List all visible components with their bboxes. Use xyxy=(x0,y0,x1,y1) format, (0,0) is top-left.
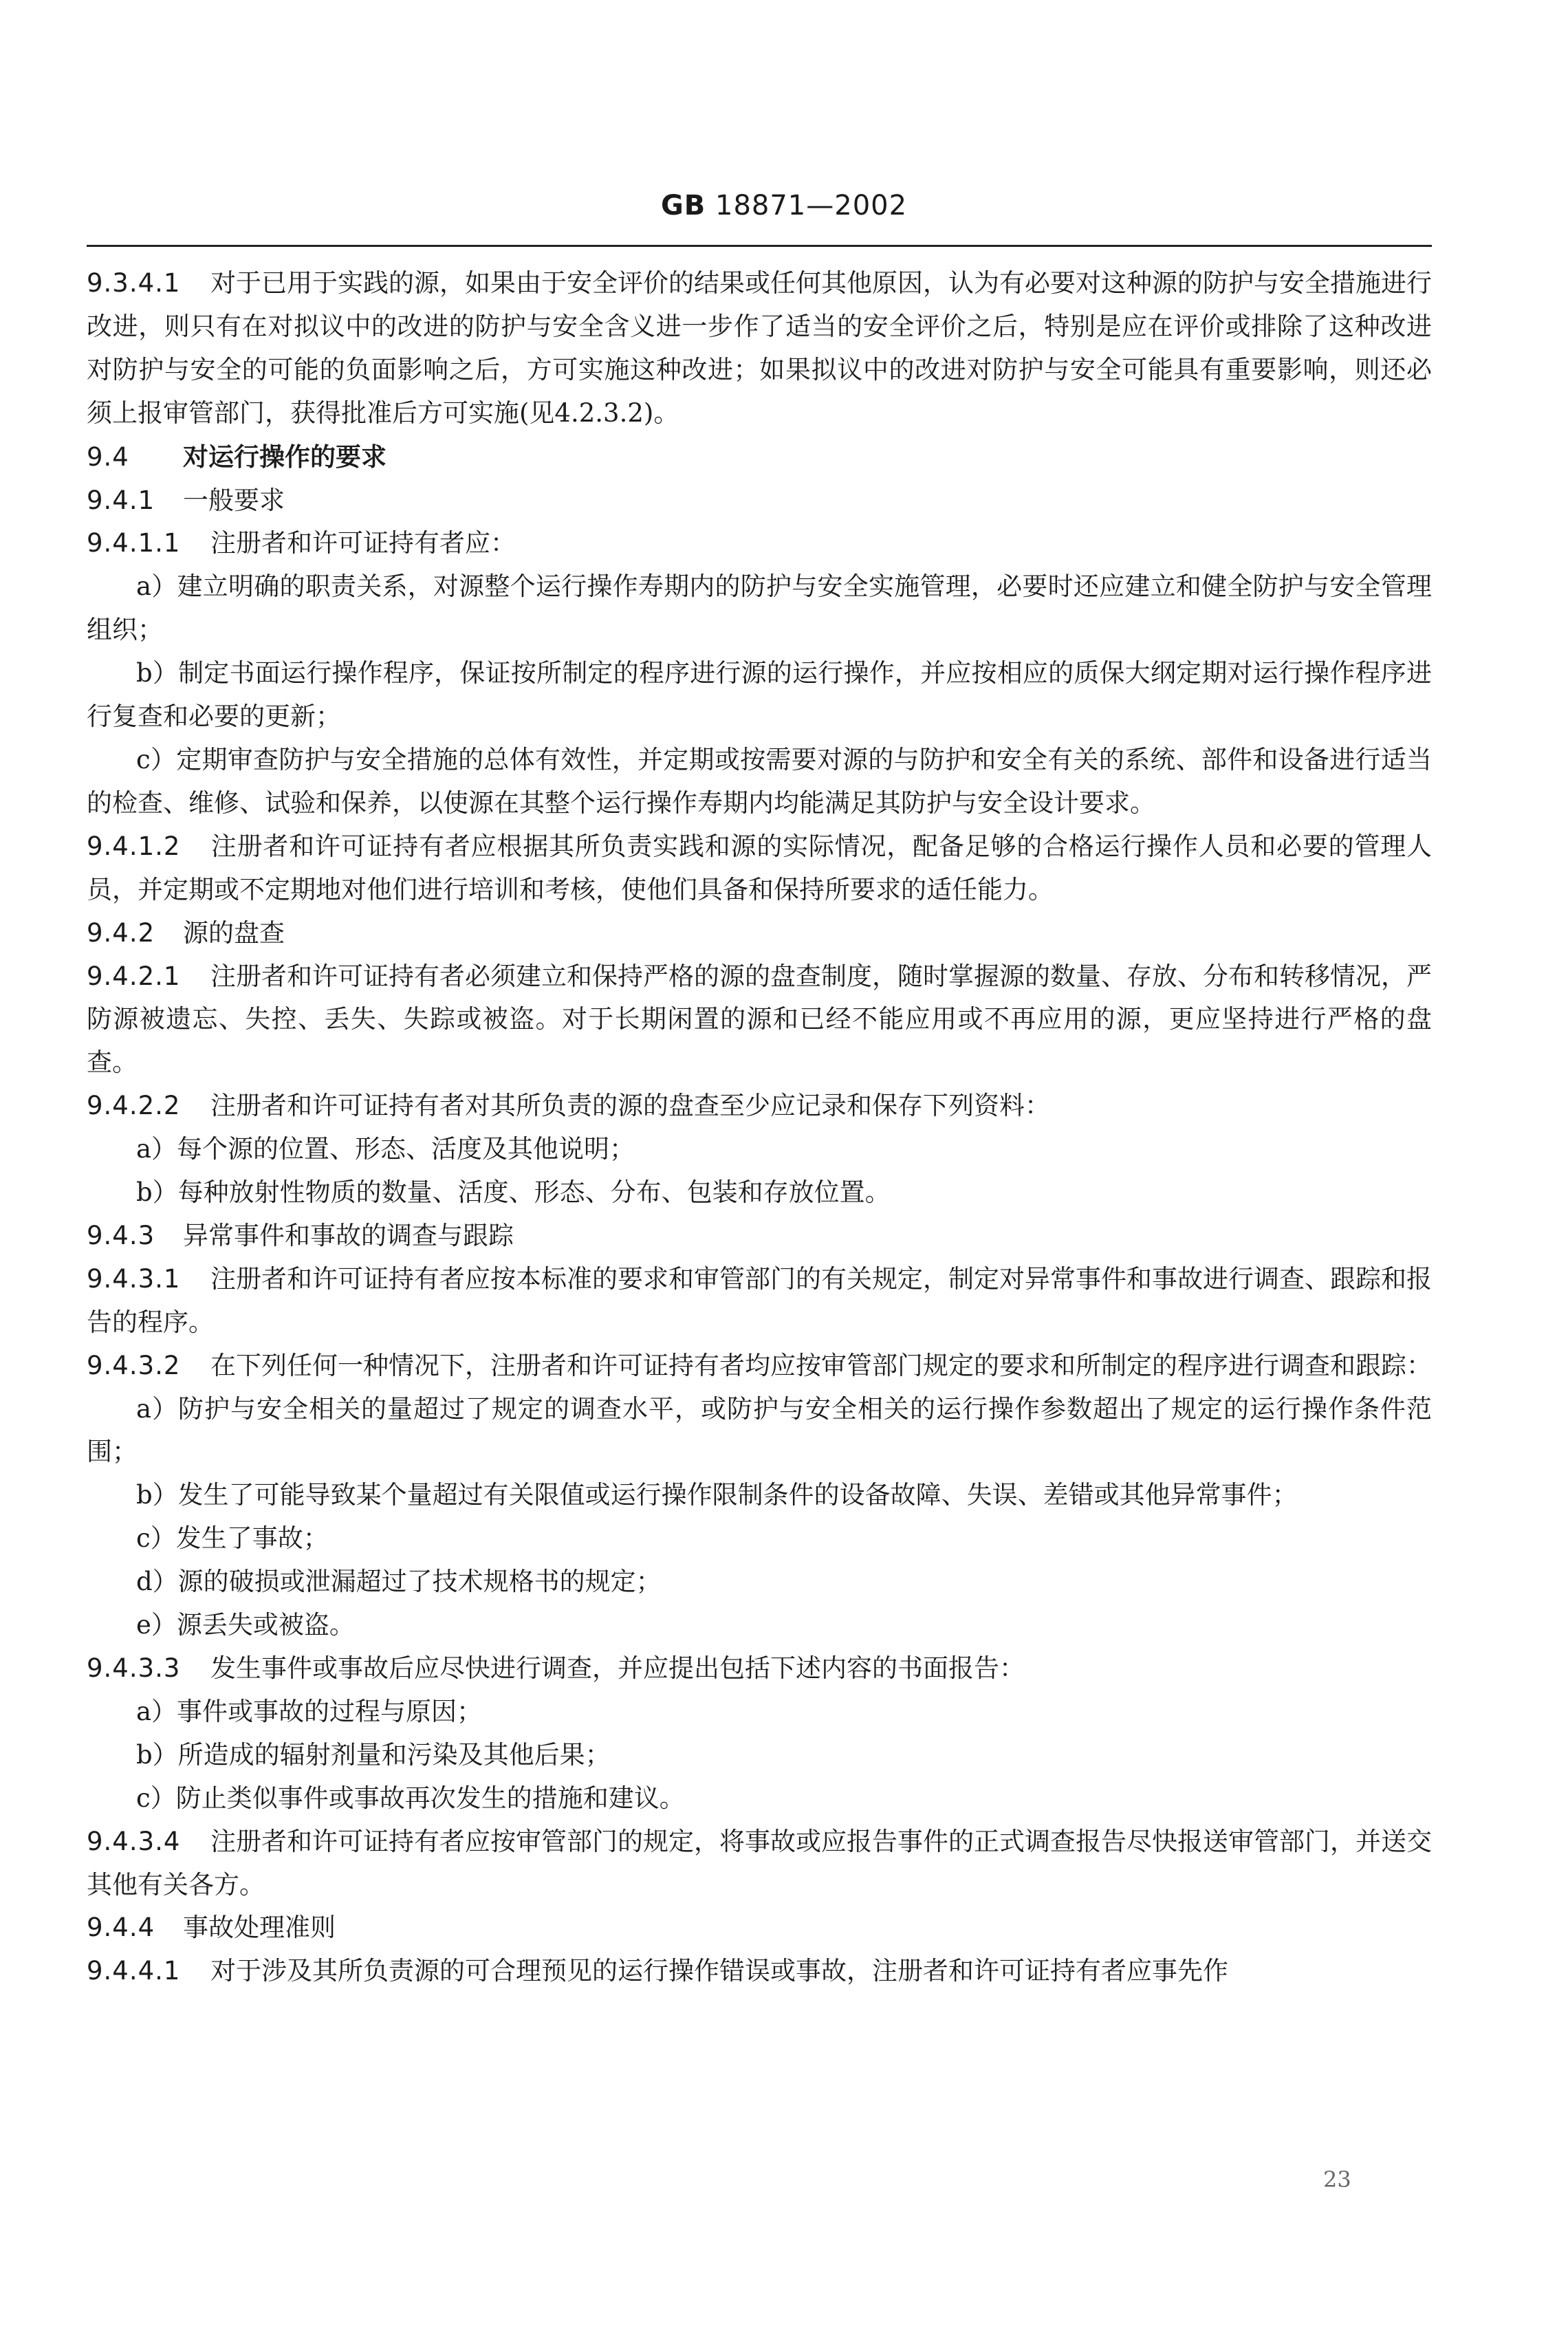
clause-number: 9.4.2.2 xyxy=(87,1091,181,1121)
clause-9-3-4-1 xyxy=(87,262,1432,435)
clause-text: 源的盘查 xyxy=(183,917,285,948)
clause-number: 9.4.4.1 xyxy=(87,1956,181,1986)
header-rule xyxy=(87,245,1432,247)
clause-9-4-3-3 xyxy=(87,1647,1432,1691)
clause-number: 9.4.2.1 xyxy=(87,961,181,991)
section-number: 9.4 xyxy=(87,442,129,472)
clause-text: 事故处理准则 xyxy=(183,1913,336,1943)
clause-text: 注册者和许可证持有者应按本标准的要求和审管部门的有关规定，制定对异常事件和事故进行调查、跟踪和报告的程序。 xyxy=(87,1263,1432,1337)
standard-code: 18871—2002 xyxy=(715,190,908,221)
clause-number: 9.4.1.1 xyxy=(87,528,181,558)
clause-9-4-2-1 xyxy=(87,955,1432,1085)
clause-9-4-3-2 xyxy=(87,1345,1432,1388)
clause-text: 注册者和许可证持有者应根据其所负责实践和源的实际情况，配备足够的合格运行操作人员和必要的管理人员，并定期或不定期地对他们进行培训和考核，使他们具备和保持所要求的适任能力。 xyxy=(87,831,1432,904)
page-number: 23 xyxy=(1323,2166,1351,2193)
list-item: e）源丢失或被盗。 xyxy=(136,1610,355,1640)
clause-text: 发生事件或事故后应尽快进行调查，并应提出包括下述内容的书面报告： xyxy=(210,1653,1025,1683)
list-item: c）发生了事故； xyxy=(136,1523,329,1554)
clause-9-4-2-2 xyxy=(87,1085,1432,1128)
clause-9-4-4-1 xyxy=(87,1950,1432,1993)
section-heading-9-4 xyxy=(87,435,1432,479)
standard-prefix: GB xyxy=(660,190,706,221)
clause-9-4-1-2 xyxy=(87,825,1432,912)
list-item: d）源的破损或泄漏超过了技术规格书的规定； xyxy=(136,1567,662,1597)
list-item: b）每种放射性物质的数量、活度、形态、分布、包装和存放位置。 xyxy=(136,1177,891,1208)
subsection-9-4-4 xyxy=(87,1906,1432,1950)
clause-number: 9.4.3.2 xyxy=(87,1350,181,1380)
clause-text: 注册者和许可证持有者必须建立和保持严格的源的盘查制度，随时掌握源的数量、存放、分布和转移情况，严防源被遗忘、失控、丢失、失踪或被盗。对于长期闲置的源和已经不能应用或不再应用的源，更应坚持进行严格的盘查。 xyxy=(87,961,1432,1078)
clause-text: 异常事件和事故的调查与跟踪 xyxy=(183,1220,514,1250)
clause-text: 对于涉及其所负责源的可合理预见的运行操作错误或事故，注册者和许可证持有者应事先作 xyxy=(210,1956,1228,1986)
clause-number: 9.4.1 xyxy=(87,485,155,515)
clause-text: 注册者和许可证持有者对其所负责的源的盘查至少应记录和保存下列资料： xyxy=(210,1091,1050,1121)
section-title: 对运行操作的要求 xyxy=(183,441,386,472)
subsection-9-4-1 xyxy=(87,479,1432,523)
clause-number: 9.4.3 xyxy=(87,1220,155,1250)
list-item: b）所造成的辐射剂量和污染及其他后果； xyxy=(136,1739,611,1770)
clause-9-4-3-4 xyxy=(87,1820,1432,1907)
clause-number: 9.4.2 xyxy=(87,917,155,948)
list-item: a）事件或事故的过程与原因； xyxy=(136,1696,483,1726)
list-item: a）建立明确的职责关系，对源整个运行操作寿期内的防护与安全实施管理，必要时还应建立和健全防护与安全管理组织； xyxy=(87,572,1432,645)
list-item: c）定期审查防护与安全措施的总体有效性，并定期或按需要对源的与防护和安全有关的系统、部件和设备进行适当的检查、维修、试验和保养，以使源在其整个运行操作寿期内均能满足其防护与安全设计要求。 xyxy=(87,744,1432,818)
clause-number: 9.3.4.1 xyxy=(87,268,181,298)
clause-text: 对于已用于实践的源，如果由于安全评价的结果或任何其他原因，认为有必要对这种源的防护与安全措施进行改进，则只有在对拟议中的改进的防护与安全含义进一步作了适当的安全评价之后，特别是应在评价或排除了这种改进对防护与安全的可能的负面影响之后，方可实施这种改进；如果拟议中的改进对防护与安全可能具有重要影响，则还必须上报审管部门，获得批准后方可实施(见4.2.3.2)。 xyxy=(87,268,1432,428)
document-body xyxy=(87,262,1432,1993)
clause-9-4-1-1 xyxy=(87,522,1432,565)
clause-text: 注册者和许可证持有者应： xyxy=(210,528,516,558)
clause-number: 9.4.4 xyxy=(87,1913,155,1943)
subsection-9-4-3 xyxy=(87,1215,1432,1258)
clause-number: 9.4.1.2 xyxy=(87,831,181,861)
clause-9-4-3-1 xyxy=(87,1258,1432,1345)
document-header xyxy=(0,190,1568,221)
clause-number: 9.4.3.1 xyxy=(87,1263,181,1294)
clause-text: 在下列任何一种情况下，注册者和许可证持有者均应按审管部门规定的要求和所制定的程序进行调查和跟踪： xyxy=(210,1350,1432,1380)
clause-number: 9.4.3.3 xyxy=(87,1653,181,1683)
list-item: b）发生了可能导致某个量超过有关限值或运行操作限制条件的设备故障、失误、差错或其他异常事件； xyxy=(136,1480,1298,1510)
list-item: b）制定书面运行操作程序，保证按所制定的程序进行源的运行操作，并应按相应的质保大纲定期对运行操作程序进行复查和必要的更新； xyxy=(87,658,1432,732)
clause-text: 注册者和许可证持有者应按审管部门的规定，将事故或应报告事件的正式调查报告尽快报送审管部门，并送交其他有关各方。 xyxy=(87,1826,1432,1900)
subsection-9-4-2 xyxy=(87,912,1432,955)
clause-text: 一般要求 xyxy=(183,485,285,515)
clause-number: 9.4.3.4 xyxy=(87,1826,181,1856)
list-item: a）每个源的位置、形态、活度及其他说明； xyxy=(136,1134,635,1164)
list-item: c）防止类似事件或事故再次发生的措施和建议。 xyxy=(136,1783,685,1813)
list-item: a）防护与安全相关的量超过了规定的调查水平，或防护与安全相关的运行操作参数超出了规定的运行操作条件范围； xyxy=(87,1393,1432,1467)
